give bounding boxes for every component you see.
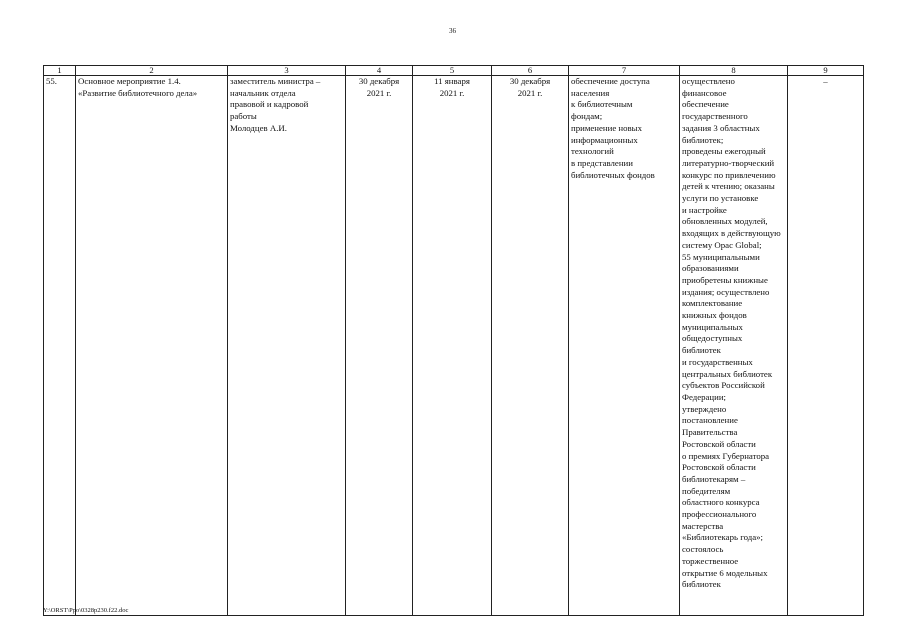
planned-start-cell: 30 декабря 2021 г. <box>346 76 413 616</box>
actual-result-cell: осуществлено финансовое обеспечение государственного задания 3 областных библиотек; проведены ежегодный литературно-творческий конкурс по привлечению детей к чтению; оказаны услуги по установке и настройке обновленных модулей, входящих в действующую систему Opac Global; 55 муниципальными образованиями приобретены книжные издания; осуществлено комплектование книжных фондов муниципальных общедоступных библиотек и государственных центральных библиотек субъектов Российской Федерации; утверждено постановление Правительства Ростовской области о премиях Губернатора Ростовской области библиотекарям – победителям областного конкурса профессионального мастерства «Библиотекарь года»; состоялось торжественное открытие 6 модельных библиотек <box>680 76 788 616</box>
column-header-3: 3 <box>228 66 346 76</box>
column-header-6: 6 <box>492 66 569 76</box>
table-row <box>44 76 864 616</box>
planned-end-cell: 30 декабря 2021 г. <box>492 76 569 616</box>
column-header-4: 4 <box>346 66 413 76</box>
column-header-7: 7 <box>569 66 680 76</box>
responsible-cell: заместитель министра – начальник отдела правовой и кадровой работы Молодцев А.И. <box>228 76 346 616</box>
column-header-5: 5 <box>413 66 492 76</box>
footer-file-path: Y:\ORST\Ppo\0328p230.f22.doc <box>43 607 129 614</box>
table-header-row <box>44 66 864 76</box>
row-number: 55. <box>44 76 76 616</box>
notes-cell: – <box>788 76 864 616</box>
column-header-2: 2 <box>76 66 228 76</box>
report-table <box>43 65 864 616</box>
page-number: 36 <box>449 27 456 35</box>
column-header-9: 9 <box>788 66 864 76</box>
actual-start-cell: 11 января 2021 г. <box>413 76 492 616</box>
activity-cell: Основное мероприятие 1.4. «Развитие библиотечного дела» <box>76 76 228 616</box>
expected-result-cell: обеспечение доступа населения к библиотечным фондам; применение новых информационных технологий в представлении библиотечных фондов <box>569 76 680 616</box>
column-header-1: 1 <box>44 66 76 76</box>
column-header-8: 8 <box>680 66 788 76</box>
